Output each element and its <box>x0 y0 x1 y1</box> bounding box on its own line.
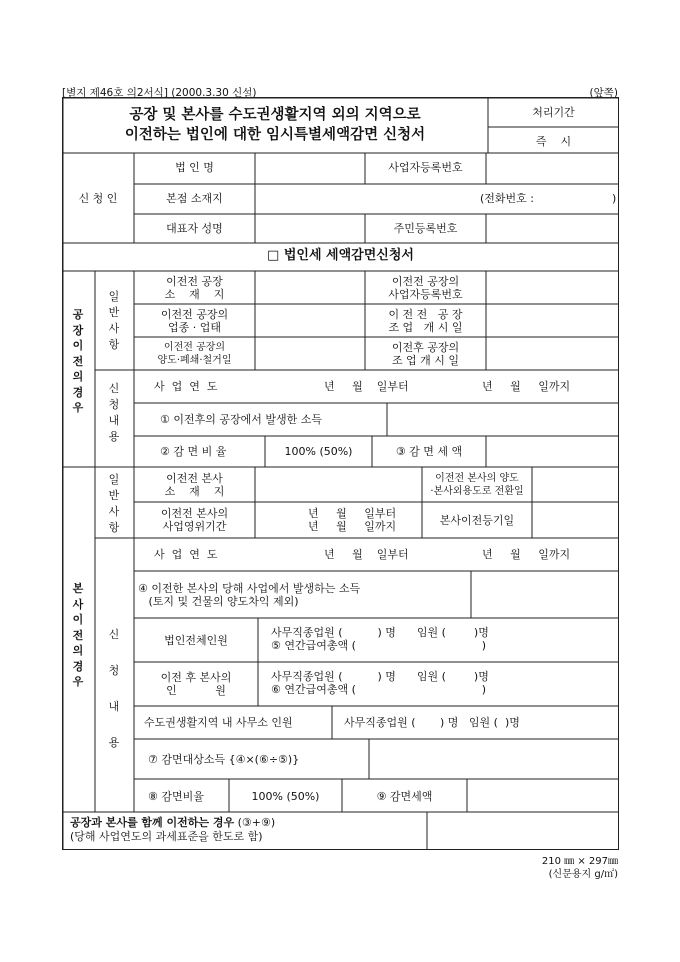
paper-size: 210 ㎜ × 297㎜ <box>541 856 618 867</box>
factory-fiscal-year-label: 사 업 연 도 <box>154 380 218 393</box>
factory-post-start-field[interactable] <box>488 339 617 368</box>
hq-prev-period-label: 이전전 본사의 사업영위기간 <box>160 507 229 533</box>
factory-prev-transfer-label: 이전전 공장의 양도·폐쇄·철거일 <box>157 342 232 366</box>
combined-field[interactable] <box>429 814 617 848</box>
page-side-label: (앞쪽) <box>589 87 618 99</box>
phone-label: (전화번호 : <box>480 192 534 205</box>
hq-item9-label: ⑨ 감면세액 <box>376 790 433 803</box>
hq-location-field[interactable] <box>257 186 477 212</box>
hq-general-label: 일반사항 <box>108 473 120 534</box>
combined-label <box>70 816 275 829</box>
hq-period-to: 년 월 일까지 <box>308 520 397 533</box>
factory-prev-industry-field[interactable] <box>257 306 363 335</box>
hq-item4-label: ④ 이전한 본사의 당해 사업에서 발생하는 소득 (토지 및 건물의 양도차익 제외) <box>138 582 361 608</box>
hq-location-label: 본점 소재지 <box>166 192 223 205</box>
hq-item7-label: ⑦ 감면대상소득 {④×(⑥÷⑤)} <box>148 753 300 766</box>
hq-fiscal-from: 년 월 일부터 <box>324 548 409 561</box>
resident-no-field[interactable] <box>488 216 617 241</box>
hq-post-staff-detail: 사무직종업원 ( ) 명 임원 ( )명 ⑥ 연간급여총액 ( ) <box>271 670 489 696</box>
applicant-group-label: 신 청 인 <box>78 192 118 205</box>
rep-name-label: 대표자 성명 <box>166 222 223 235</box>
hq-prev-location-field[interactable] <box>257 469 420 500</box>
hq-post-staff-label: 이전 후 본사의 인 원 <box>160 671 232 697</box>
hq-total-staff-detail: 사무직종업원 ( ) 명 임원 ( )명 ⑤ 연간급여총액 ( ) <box>271 626 489 652</box>
factory-prev-bizno-field[interactable] <box>488 273 617 302</box>
factory-general-label: 일반사항 <box>108 290 120 351</box>
factory-post-start-label: 이전후 공장의 조 업 개 시 일 <box>391 341 460 367</box>
hq-item4-field[interactable] <box>473 573 617 616</box>
processing-period-value: 즉 시 <box>535 135 572 148</box>
hq-reg-date-field[interactable] <box>534 504 617 536</box>
resident-no-label: 주민등록번호 <box>393 222 458 235</box>
hq-item9-field[interactable] <box>469 781 617 810</box>
hq-fiscal-to: 년 월 일까지 <box>482 548 571 561</box>
application-form <box>62 97 619 850</box>
hq-prev-transfer-label: 이전전 본사의 양도 ·본사외용도로 전환일 <box>430 473 524 497</box>
factory-prev-bizno-label: 이전전 공장의 사업자등록번호 <box>388 275 463 301</box>
rep-name-field[interactable] <box>257 216 363 241</box>
factory-item2-label: ② 감 면 비 율 <box>160 445 227 458</box>
factory-prev-location-label: 이전전 공장 소 재 지 <box>164 275 225 301</box>
hq-metro-staff-label: 수도권생활지역 내 사무소 인원 <box>144 716 293 729</box>
phone-close: ) <box>612 192 617 205</box>
factory-fiscal-to: 년 월 일까지 <box>482 380 571 393</box>
biz-reg-no-field[interactable] <box>488 155 617 182</box>
combined-label-main: 공장과 본사를 함께 이전하는 경우 <box>70 816 235 829</box>
factory-item3-field[interactable] <box>488 438 617 465</box>
form-title-line1: 공장 및 본사를 수도권생활지역 외의 지역으로 <box>129 107 421 123</box>
hq-total-staff-label: 법인전체인원 <box>164 634 228 647</box>
form-title-line2: 이전하는 법인에 대한 임시특별세액감면 신청서 <box>124 127 426 143</box>
factory-prev-transfer-field[interactable] <box>257 339 363 368</box>
factory-fiscal-from: 년 월 일부터 <box>324 380 409 393</box>
factory-item2-value: 100% (50%) <box>284 445 353 458</box>
factory-group-label: 공장이전의 경우 <box>72 308 84 414</box>
section-title: □ 법인세 세액감면신청서 <box>267 248 414 263</box>
hq-prev-transfer-field[interactable] <box>534 469 617 500</box>
factory-item3-label: ③ 감 면 세 액 <box>395 445 463 458</box>
hq-item8-label: ⑧ 감면비율 <box>148 790 204 803</box>
corp-name-label: 법 인 명 <box>175 161 214 174</box>
hq-period-from: 년 월 일부터 <box>308 507 397 520</box>
factory-prev-industry-label: 이전전 공장의 업종 · 업태 <box>160 308 229 334</box>
hq-fiscal-year-label: 사 업 연 도 <box>154 548 218 561</box>
hq-prev-location-label: 이전전 본사 소 재 지 <box>164 472 225 498</box>
hq-reg-date-label: 본사이전등기일 <box>439 514 515 527</box>
hq-app-label: 신청내용 <box>108 628 120 749</box>
combined-note: (당해 사업연도의 과세표준을 한도로 함) <box>70 830 263 843</box>
factory-prev-location-field[interactable] <box>257 273 363 302</box>
factory-app-label: 신청내용 <box>108 382 120 443</box>
form-reference: [별지 제46호 의2서식] (2000.3.30 신설) <box>62 87 257 99</box>
hq-item7-field[interactable] <box>371 741 617 777</box>
combined-formula: (③+⑨) <box>234 816 276 829</box>
paper-type: (신문용지 g/㎡) <box>548 869 618 880</box>
factory-prev-start-label: 이 전 전 공 장 조 업 개 시 일 <box>388 308 463 334</box>
factory-prev-start-field[interactable] <box>488 306 617 335</box>
biz-reg-no-label: 사업자등록번호 <box>388 161 463 174</box>
hq-item8-value: 100% (50%) <box>251 790 320 803</box>
factory-item1-label: ① 이전후의 공장에서 발생한 소득 <box>160 413 322 426</box>
factory-item1-field[interactable] <box>389 405 617 434</box>
corp-name-field[interactable] <box>257 155 363 182</box>
hq-group-label: 본사이전의 경우 <box>72 582 84 688</box>
hq-metro-staff-detail: 사무직종업원 ( ) 명 임원 ( )명 <box>344 716 520 729</box>
processing-period-label: 처리기간 <box>532 106 575 119</box>
